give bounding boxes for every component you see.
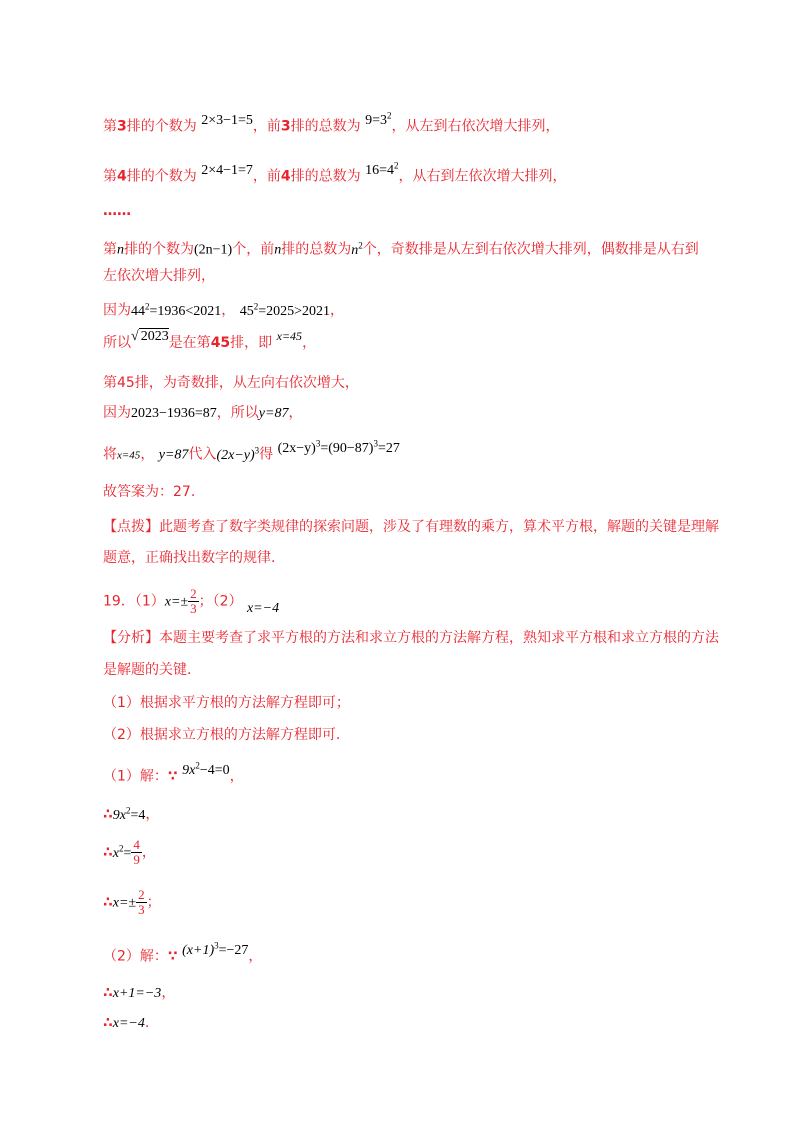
fraction (188, 587, 199, 616)
exponent: 2 (394, 160, 399, 170)
math-expression: x=45 (276, 329, 303, 343)
text-line-row3 (103, 112, 560, 138)
exponent: 2 (253, 301, 259, 311)
math-expression: (x+1) (182, 942, 215, 958)
exponent: 2 (387, 110, 392, 120)
solution-1-step-2 (103, 838, 156, 867)
text: ， (141, 844, 156, 861)
question-19-answer (103, 587, 279, 616)
because-symbol: ∵ (167, 768, 178, 785)
math-expression: 9x (112, 807, 126, 823)
math-expression: =4 (130, 807, 146, 823)
number: 3 (280, 118, 291, 135)
tip-line-1: 【点拨】此题考查了数字类规律的探索问题，涉及了有理数的乘方，算术平方根，解题的关键是理解 (103, 519, 719, 535)
exponent: 3 (373, 438, 378, 448)
text-line-because-2 (103, 403, 302, 424)
text: 个，奇数排是从左到右依次增大排列，偶数排是从右到 (362, 241, 699, 258)
because-symbol: ∵ (167, 948, 178, 965)
text-line-row45: 第45排，为奇数排，从左向右依次增大， (103, 375, 359, 391)
number: 4 (280, 168, 291, 185)
number: 4 (117, 168, 127, 185)
text: 个，前 (232, 241, 275, 258)
text: ，前 (252, 118, 281, 135)
text: ， (140, 446, 155, 463)
sqrt-expression: 2023 (140, 329, 169, 344)
method-line-1: （1）根据求平方根的方法解方程即可； (103, 695, 350, 711)
text: ；（2） (198, 593, 243, 610)
math-expression: =(90−87) (320, 440, 374, 456)
exponent: 3 (315, 438, 321, 448)
numerator: 2 (190, 586, 197, 601)
text-line-row-n (103, 235, 699, 261)
text: 19．（1） (103, 593, 165, 610)
text: ， (161, 985, 176, 1001)
text: 得 (259, 446, 274, 463)
text: ， (288, 405, 303, 421)
math-expression: y=87 (258, 406, 289, 421)
therefore-symbol: ∴ (103, 844, 113, 861)
fraction (136, 888, 147, 917)
text: 第 (103, 118, 117, 135)
text: ，前 (252, 168, 281, 185)
text: ，所以 (216, 405, 259, 421)
text: （2）解： (103, 948, 168, 965)
text: 排的个数为 (126, 118, 197, 135)
math-expression: (2n−1) (194, 242, 233, 258)
text-line-substitute (103, 440, 400, 466)
math-expression: 16=4 (365, 162, 394, 178)
text: 是在第 (168, 335, 211, 351)
math-expression: 45 (239, 303, 254, 319)
math-expression: x=−4 (112, 1016, 145, 1031)
exponent: 2 (145, 301, 150, 311)
text: 排的个数为 (126, 168, 197, 185)
text: ， (330, 302, 345, 319)
analysis-line-2: 是解题的关键. (103, 662, 192, 678)
denominator: 3 (190, 601, 197, 616)
math-expression: (2x−y) (277, 440, 316, 456)
exponent: 3 (214, 940, 219, 950)
text: ，从左到右依次增大排列， (391, 118, 560, 135)
text: 将 (103, 446, 117, 463)
math-expression: y=87 (158, 447, 189, 463)
exponent: 3 (254, 445, 260, 455)
therefore-symbol: ∴ (103, 1015, 113, 1031)
exponent: 2 (118, 843, 124, 853)
math-expression: 44 (131, 303, 145, 319)
solution-2-start (103, 942, 262, 968)
text: ， (302, 335, 317, 351)
math-expression: 2×3−1=5 (201, 112, 253, 128)
math-expression: = (123, 845, 132, 861)
number: 45 (210, 335, 231, 351)
math-expression: x=45 (117, 449, 141, 462)
text: 排的个数为 (124, 241, 194, 258)
text-line-so: 所以√ 2023是在第45排，即 x=45， (103, 329, 317, 351)
solution-2-step-1 (103, 983, 175, 1004)
numerator: 2 (138, 887, 145, 902)
math-expression: 9x (182, 762, 196, 778)
numerator: 4 (133, 837, 140, 853)
exponent: 2 (195, 760, 200, 770)
math-expression: x (112, 845, 119, 861)
denominator: 3 (138, 902, 145, 917)
math-expression: (2x−y) (216, 447, 255, 463)
text: 因为 (103, 302, 131, 319)
text: （1）解： (103, 768, 168, 785)
ellipsis: …… (103, 203, 131, 219)
number: 3 (117, 118, 127, 135)
solution-1-step-1 (103, 800, 159, 826)
text-line-row4 (103, 162, 567, 188)
text: 代入 (188, 446, 217, 463)
text: 排的总数为 (290, 168, 361, 185)
exponent: 2 (125, 805, 131, 815)
exponent: 2 (358, 240, 363, 250)
text: 排的总数为 (290, 118, 361, 135)
variable: n (274, 242, 282, 258)
therefore-symbol: ∴ (103, 985, 113, 1001)
variable: n (117, 242, 124, 258)
text: ， (221, 302, 236, 319)
math-expression: =1936<2021 (149, 303, 222, 319)
text: ， (248, 948, 263, 965)
text: 第 (103, 168, 117, 185)
math-expression: x+1=−3 (112, 986, 162, 1001)
therefore-symbol: ∴ (103, 806, 113, 823)
math-expression: x=± (164, 594, 189, 610)
method-line-2: （2）根据求立方根的方法解方程即可. (103, 727, 341, 743)
text: . (144, 1015, 150, 1031)
fraction (131, 838, 142, 867)
math-expression: =27 (377, 440, 400, 456)
text: ，从右到左依次增大排列， (398, 168, 567, 185)
text-line-continuation: 左依次增大排列， (103, 268, 215, 284)
tip-line-2: 题意，正确找出数字的规律. (103, 550, 276, 566)
math-expression: −4=0 (199, 762, 230, 778)
solution-1-start (103, 762, 244, 788)
analysis-line-1: 【分析】本题主要考查了求平方根的方法和求立方根的方法解方程，熟知求平方根和求立方根的方法 (103, 630, 719, 646)
math-expression: 9=3 (365, 112, 387, 128)
math-expression: 2×4−1=7 (201, 162, 253, 178)
text: ； (146, 894, 161, 911)
solution-2-step-2 (103, 1013, 149, 1034)
denominator: 9 (133, 852, 140, 868)
math-expression: 2023−1936=87 (131, 406, 217, 421)
solution-1-step-3 (103, 888, 161, 917)
text: 排的总数为 (281, 241, 352, 258)
math-expression: =−27 (218, 942, 249, 958)
text: 排，即 (230, 335, 273, 351)
variable: n (351, 242, 359, 258)
answer-line: 故答案为：27. (103, 484, 196, 500)
therefore-symbol: ∴ (103, 894, 113, 911)
math-expression: x=± (112, 895, 137, 911)
text: 所以 (103, 335, 131, 351)
text: ， (145, 806, 160, 823)
math-expression: =2025>2021 (258, 303, 331, 319)
text: 因为 (103, 405, 131, 421)
math-expression: x=−4 (246, 600, 280, 616)
text-line-because (103, 296, 344, 322)
text: 第 (103, 241, 117, 258)
text: ， (229, 768, 244, 785)
